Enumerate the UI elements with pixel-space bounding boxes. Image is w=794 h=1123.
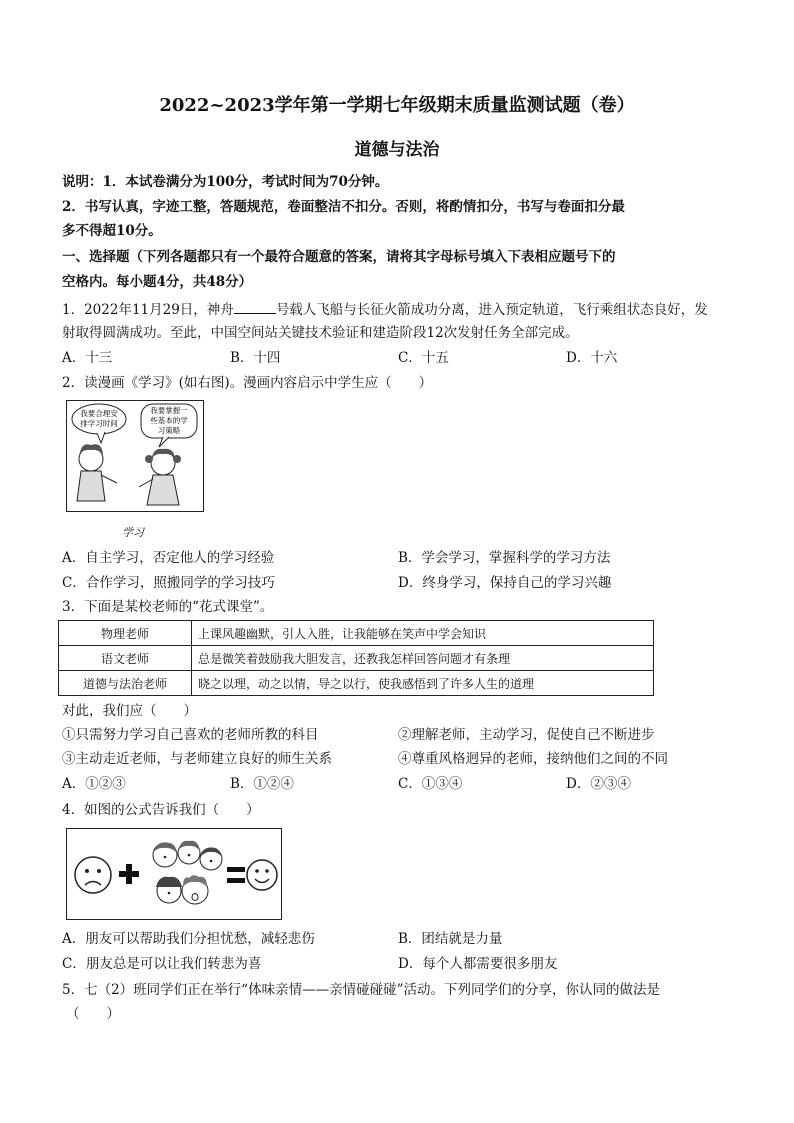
q3-statement-1: ①只需努力学习自己喜欢的老师所教的科目 — [62, 727, 319, 743]
q2-option-c: C．合作学习，照搬同学的学习技巧 — [62, 575, 275, 591]
q1-stem-line-1 — [62, 299, 708, 320]
bubble-right-line-3: 习策略 — [157, 426, 181, 435]
friendship-formula-drawing — [67, 829, 281, 919]
instructions-line-2: 2．书写认真，字迹工整，答题规范，卷面整洁不扣分。否则，将酌情扣分，书写与卷面扣分最 — [62, 199, 625, 215]
q1-option-a: A．十三 — [62, 350, 113, 366]
study-cartoon — [66, 400, 204, 512]
q1-stem-line-2: 射取得圆满成功。至此，中国空间站关键技术验证和建造阶段12次发射任务全部完成。 — [62, 325, 579, 341]
teacher-description: 晓之以理，动之以情，导之以行，使我感悟到了许多人生的道理 — [192, 671, 654, 696]
q4-option-d: D．每个人都需要很多朋友 — [398, 956, 558, 972]
q4-option-b: B．团结就是力量 — [398, 931, 503, 947]
study-cartoon-drawing — [67, 401, 203, 511]
q2-option-d: D．终身学习，保持自己的学习兴趣 — [398, 575, 612, 591]
bubble-left-line-2: 排学习时间 — [80, 419, 118, 428]
q1-stem-part-b: 号载人飞船与长征火箭成功分离，进入预定轨道，飞行乘组状态良好，发 — [275, 302, 708, 318]
q1-option-d: D．十六 — [566, 350, 618, 366]
q1-answer-blank — [234, 299, 276, 314]
q2-option-a: A．自主学习，否定他人的学习经验 — [62, 550, 275, 566]
q1-option-c: C．十五 — [398, 350, 449, 366]
q4-option-a: A．朋友可以帮助我们分担忧愁，减轻悲伤 — [62, 931, 315, 947]
table-row — [59, 671, 654, 696]
q2-option-b: B．学会学习，掌握科学的学习方法 — [398, 550, 611, 566]
teacher-name: 道德与法治老师 — [59, 671, 192, 696]
friendship-formula-image — [66, 828, 282, 920]
friends-group-icon — [153, 841, 222, 904]
teacher-name: 物理老师 — [59, 621, 192, 646]
q3-statement-4: ④尊重风格迥异的老师，接纳他们之间的不同 — [398, 751, 668, 767]
teacher-table — [58, 620, 654, 696]
bubble-right-line-1: 我要掌握一 — [150, 406, 188, 415]
bubble-left-line-1: 我要合理安 — [80, 409, 118, 418]
cartoon-caption: 学习 — [122, 526, 144, 539]
section-heading-line-2: 空格内。每小题4分，共48分） — [62, 274, 253, 290]
q3-option-d: D．②③④ — [566, 776, 631, 792]
q4-stem: 4．如图的公式告诉我们（ ） — [62, 802, 260, 818]
subject-title: 道德与法治 — [354, 140, 440, 160]
q3-statement-3: ③主动走近老师，与老师建立良好的师生关系 — [62, 751, 332, 767]
q1-stem-part-a: 1．2022年11月29日，神舟 — [62, 302, 234, 318]
q3-option-c: C．①③④ — [398, 776, 463, 792]
q3-option-a: A．①②③ — [62, 776, 126, 792]
q5-stem-line-2: （ ） — [66, 1006, 120, 1022]
happy-face-icon — [247, 860, 277, 890]
q2-stem: 2．读漫画《学习》(如右图)。漫画内容启示中学生应（ ） — [62, 375, 433, 391]
table-row — [59, 646, 654, 671]
q5-stem-line-1: 5．七（2）班同学们正在举行“体味亲情——亲情碰碰碰”活动。下列同学们的分享，你认同的做法是 — [62, 982, 660, 998]
q3-stem: 3．下面是某校老师的“花式课堂”。 — [62, 599, 274, 615]
q4-option-c: C．朋友总是可以让我们转悲为喜 — [62, 956, 262, 972]
bubble-right-line-2: 些基本的学 — [150, 416, 188, 425]
teacher-name: 语文老师 — [59, 646, 192, 671]
instructions-line-3: 多不得超10分。 — [62, 223, 162, 239]
q3-prompt: 对此，我们应（ ） — [62, 703, 197, 719]
section-heading-line-1: 一、选择题（下列各题都只有一个最符合题意的答案，请将其字母标号填入下表相应题号下的 — [62, 249, 616, 265]
table-row — [59, 621, 654, 646]
exam-title: 2022~2023学年第一学期七年级期末质量监测试题（卷） — [159, 95, 635, 116]
instructions-line-1: 说明：1．本试卷满分为100分，考试时间为70分钟。 — [62, 174, 389, 190]
q3-statement-2: ②理解老师，主动学习，促使自己不断进步 — [398, 727, 655, 743]
teacher-description: 总是微笑着鼓励我大胆发言，还教我怎样回答问题才有条理 — [192, 646, 654, 671]
sad-face-icon — [75, 857, 111, 893]
q1-option-b: B．十四 — [230, 350, 281, 366]
teacher-description: 上课风趣幽默，引人入胜，让我能够在笑声中学会知识 — [192, 621, 654, 646]
q3-option-b: B．①②④ — [230, 776, 294, 792]
